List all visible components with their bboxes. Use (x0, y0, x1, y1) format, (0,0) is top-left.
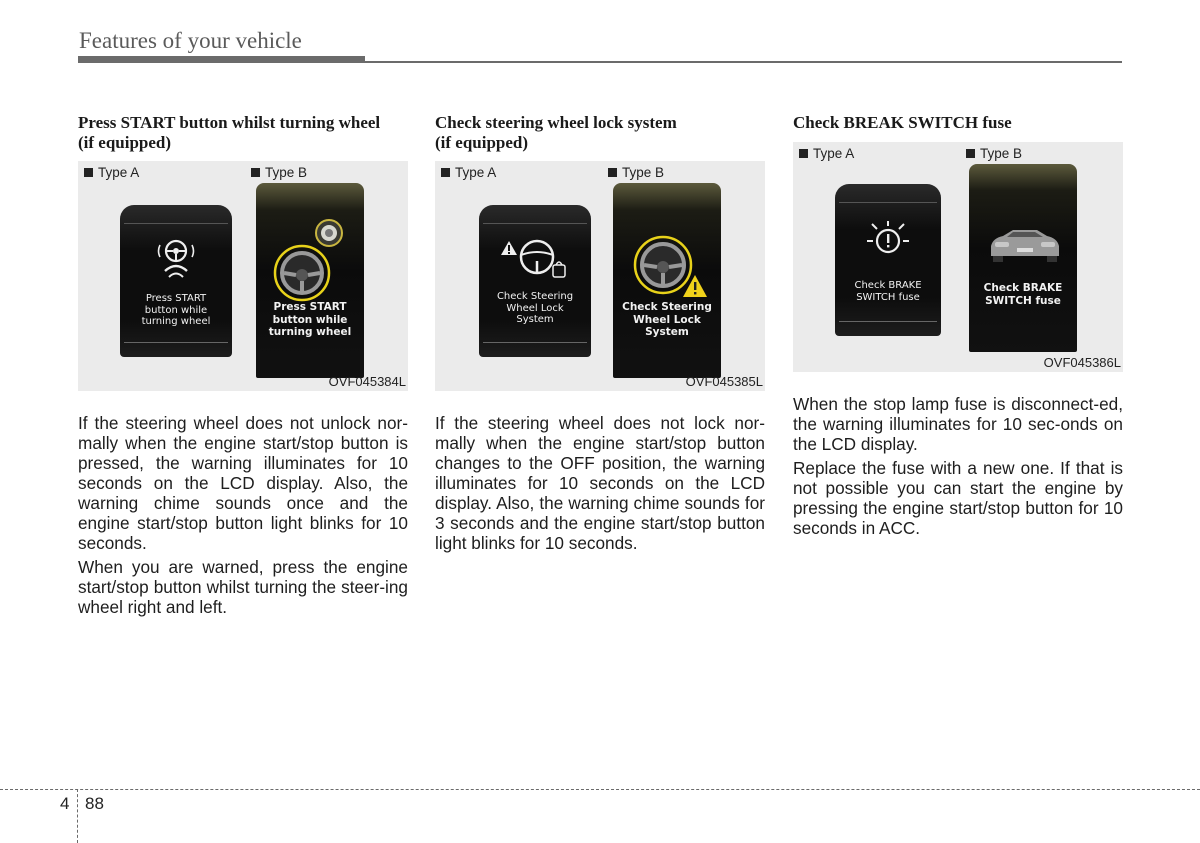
header-rule-thin (365, 61, 1122, 63)
footer-divider (77, 789, 78, 843)
type-a-label: Type A (441, 165, 496, 180)
type-b-label: Type B (251, 165, 307, 180)
type-b-label: Type B (608, 165, 664, 180)
lcd-screen-type-b (613, 183, 721, 378)
section-heading: Check BREAK SWITCH fuse (793, 113, 1012, 132)
header-rule-thick (78, 56, 365, 63)
lcd-message: Check BRAKE SWITCH fuse (983, 282, 1063, 307)
lcd-message: Check Steering Wheel Lock System (496, 291, 574, 325)
figure-steering-lock (435, 161, 765, 391)
paragraph: When the stop lamp fuse is disconnect-ed, the warning illuminates for 10 sec-onds on the LCD display. (793, 394, 1123, 454)
steering-wheel-warning-icon (499, 235, 571, 283)
type-b-label: Type B (966, 146, 1022, 161)
figure-code: OVF045385L (685, 374, 763, 389)
lcd-screen-type-b (969, 164, 1077, 352)
page-header-title: Features of your vehicle (79, 28, 302, 53)
section-heading: Check steering wheel lock system (if equipped) (435, 113, 677, 152)
figure-code: OVF045386L (1043, 355, 1121, 370)
steering-wheel-icon (272, 243, 332, 303)
lcd-screen-type-a (479, 205, 591, 357)
lcd-screen-type-a (120, 205, 232, 357)
chapter-number: 4 (60, 794, 70, 813)
paragraph: Replace the fuse with a new one. If that is not possible you can start the engine by pressing the engine start/stop button for 10 seconds in ACC. (793, 458, 1123, 538)
car-rear-icon (985, 226, 1063, 266)
figure-code: OVF045384L (328, 374, 406, 389)
paragraph: If the steering wheel does not unlock nor-mally when the engine start/stop button is pressed, the warning illuminates for 10 seconds on the LCD display. Also, the warning chime sounds once and the engine start/stop button light blinks for 10 seconds. (78, 413, 408, 553)
lcd-screen-type-a (835, 184, 941, 336)
type-a-label: Type A (799, 146, 854, 161)
type-a-label: Type A (84, 165, 139, 180)
section-press-start (78, 113, 408, 617)
section-steering-lock (435, 113, 765, 553)
steering-wheel-push-icon (155, 237, 197, 279)
lcd-message: Press START button while turning wheel (268, 301, 352, 338)
lcd-message: Press START button while turning wheel (141, 293, 211, 327)
section-heading: Press START button whilst turning wheel (if equipped) (78, 113, 381, 152)
lcd-screen-type-b (256, 183, 364, 378)
lcd-message: Check BRAKE SWITCH fuse (854, 280, 922, 303)
section-brake-fuse (793, 113, 1123, 538)
page-number: 88 (85, 794, 104, 813)
lcd-message: Check Steering Wheel Lock System (622, 301, 712, 338)
brake-lamp-warning-icon (865, 219, 911, 259)
steering-wheel-warning-icon (629, 231, 709, 303)
paragraph: When you are warned, press the engine start/stop button whilst turning the steer-ing wheel right and left. (78, 557, 408, 617)
figure-press-start (78, 161, 408, 391)
figure-brake-fuse (793, 142, 1123, 372)
paragraph: If the steering wheel does not lock nor-mally when the engine start/stop button changes to the OFF position, the warning illuminates for 10 seconds on the LCD display. Also, the warning chime sounds for 3 seconds and the engine start/stop button light blinks for 10 seconds. (435, 413, 765, 553)
footer-rule (0, 789, 1200, 790)
